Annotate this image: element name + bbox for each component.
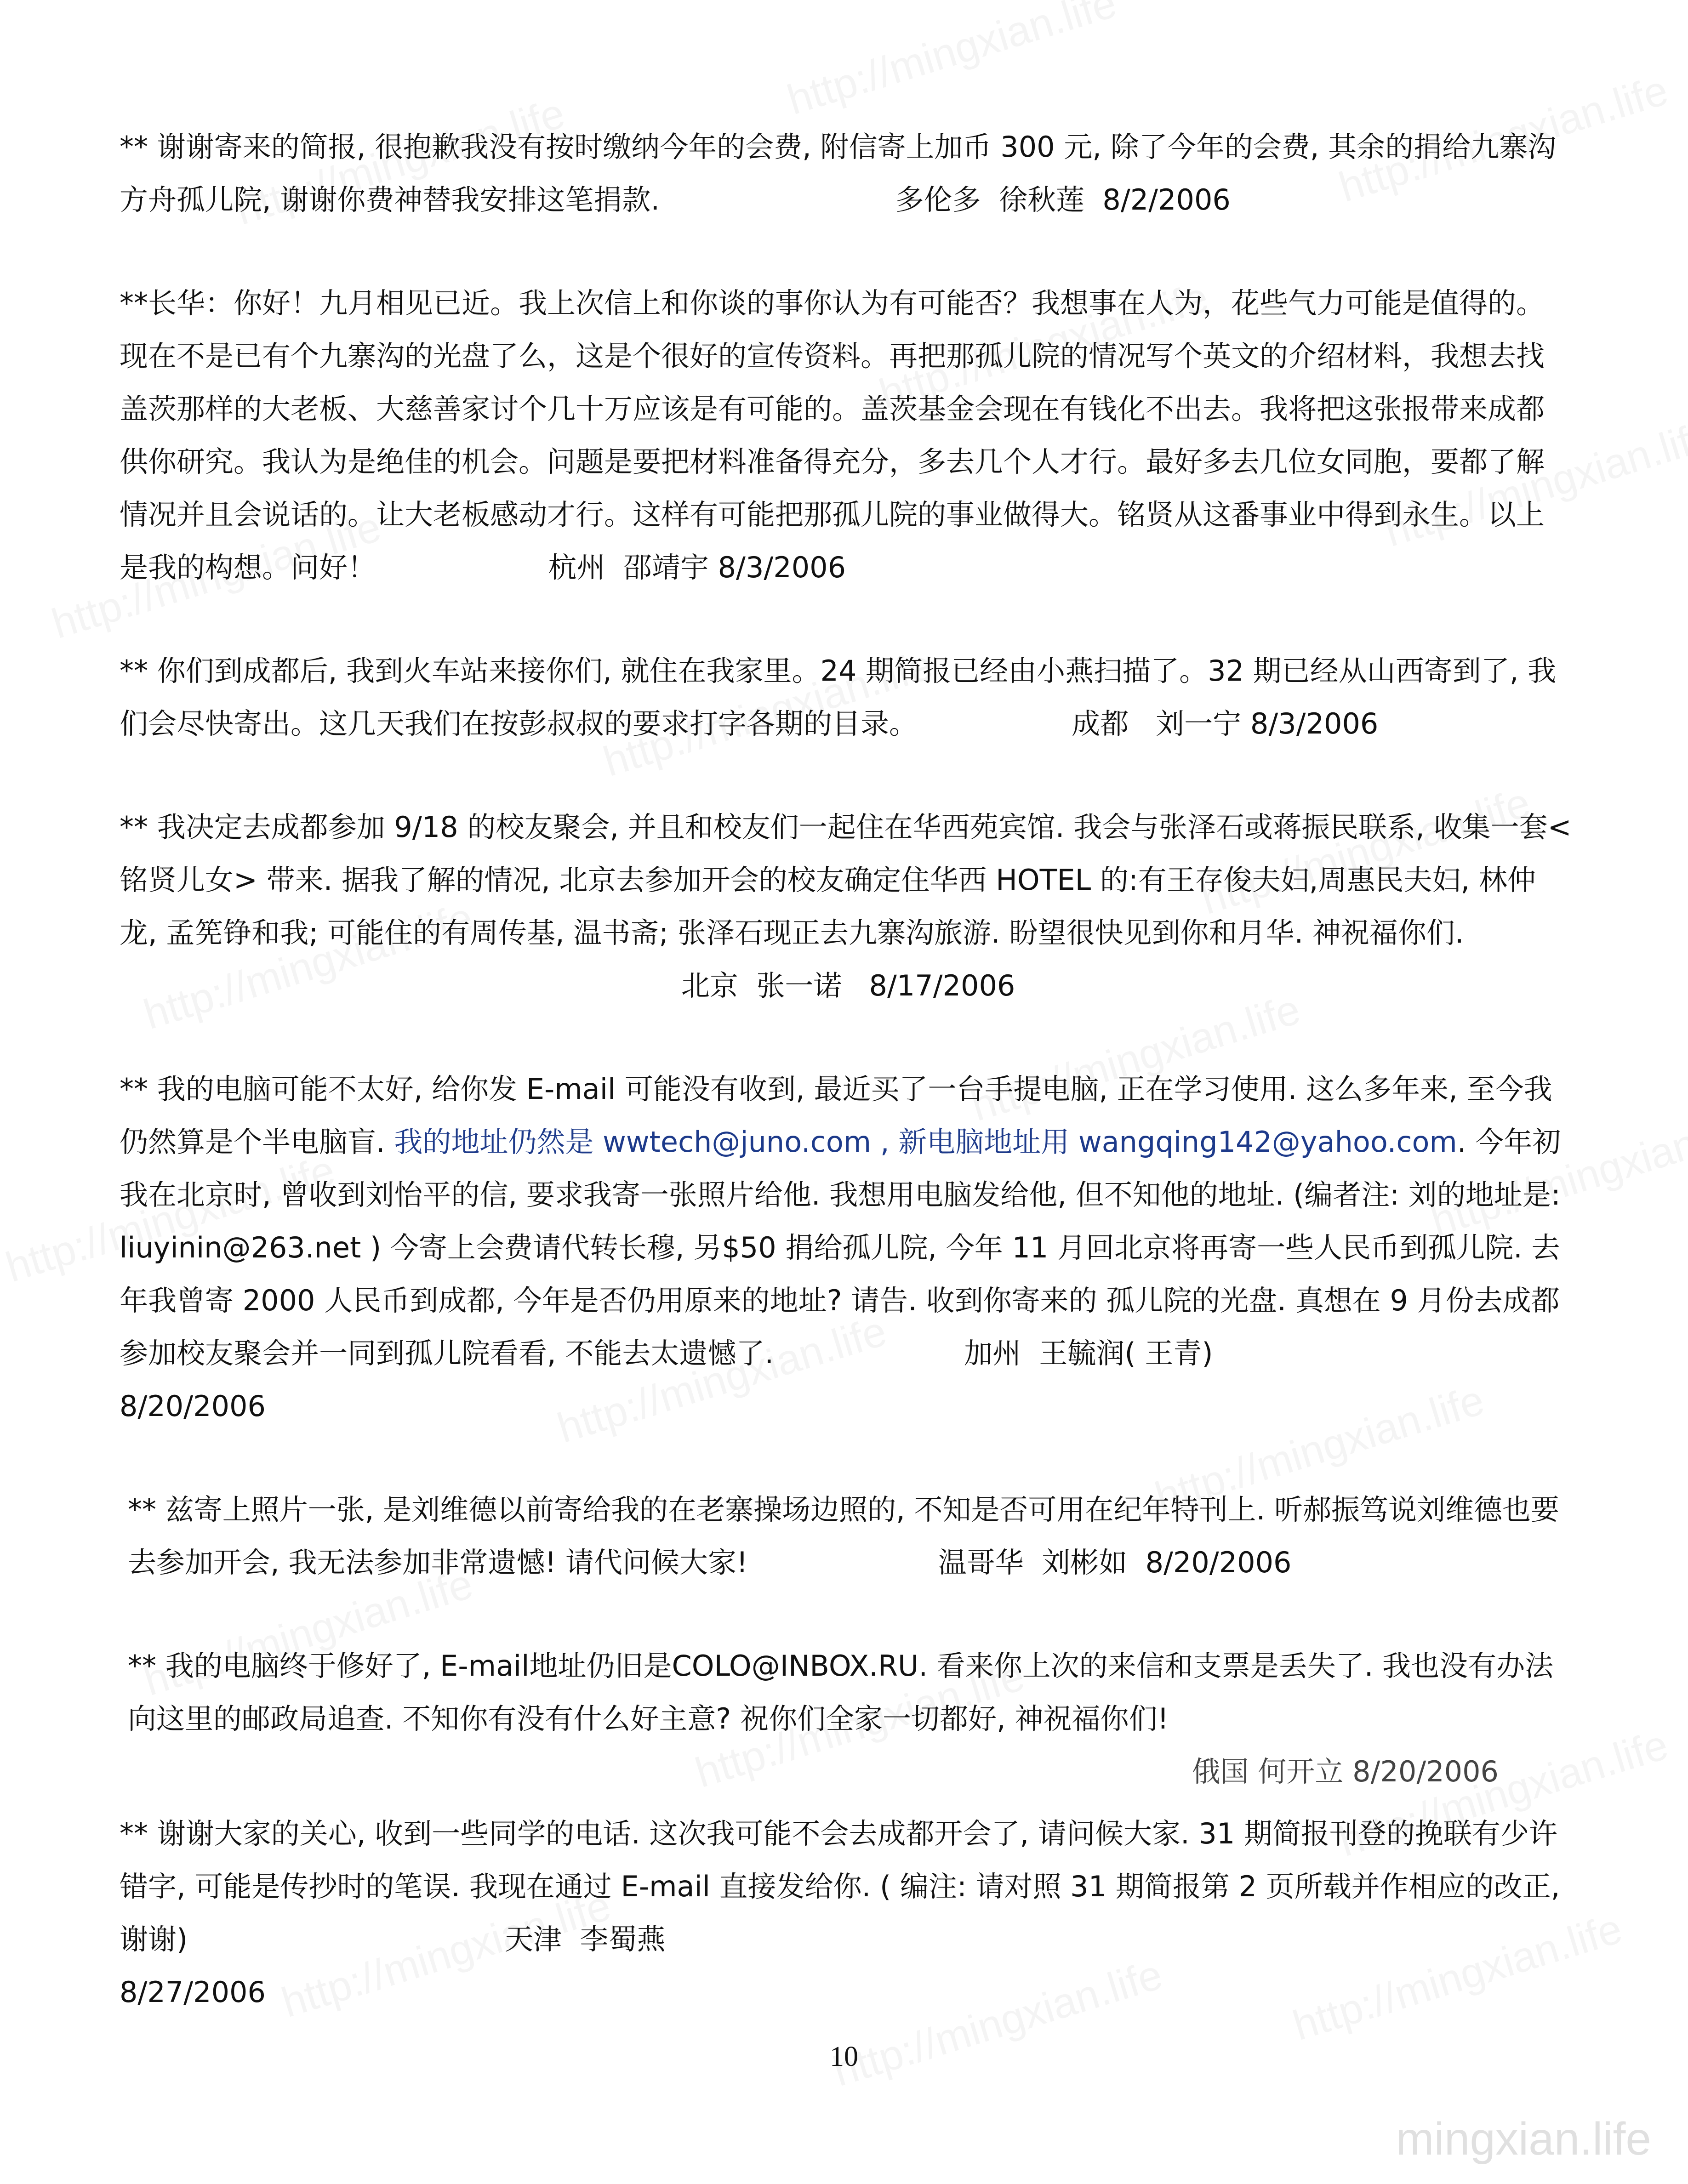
letter-text: ** 谢谢寄来的简报, 很抱歉我没有按时缴纳今年的会费, 附信寄上加币 300 元, 除了今年的会费, 其余的捐给九寨沟方舟孤儿院, 谢谢你费神替我安排这笔捐款. [120, 130, 1557, 216]
letter-paragraph [120, 1483, 1572, 1589]
signature-text: 温哥华 刘彬如 8/20/2006 [938, 1546, 1292, 1579]
letter-signature: 俄国 何开立 8/20/2006 [1192, 1755, 1499, 1788]
letter-signature [669, 183, 1231, 216]
letter-signature [197, 1922, 666, 1956]
signature-text: 成都 刘一宁 8/3/2006 [1072, 707, 1379, 740]
signature-text: 杭州 邵靖宇 8/3/2006 [548, 551, 846, 584]
letter-paragraph [120, 277, 1572, 594]
signature-text: 加州 王毓润( 王青) [964, 1337, 1213, 1370]
letter-date: 8/20/2006 [120, 1389, 266, 1423]
email-addresses: 我的地址仍然是 wwtech@juno.com , 新电脑地址用 wangqing142@yahoo.com [394, 1125, 1457, 1159]
watermark-text [782, 0, 1122, 125]
letter-paragraph [120, 120, 1572, 226]
letter-signature [120, 969, 1015, 1002]
letter-text: **长华：你好！九月相见已近。我上次信上和你谈的事你认为有可能否？我想事在人为，花些气力可能是值得的。现在不是已有个九寨沟的光盘了么，这是个很好的宣传资料。再把那孤儿院的情况写个英文的介绍材料，我想去找盖茨那样的大老板、大慈善家讨个几十万应该是有可能的。盖茨基金会现在有钱化不出去。我将把这张报带来成都供你研究。我认为是绝佳的机会。问题是要把材料准备得充分，多去几个人才行。最好多去几位女同胞，要都了解情况并且会说话的。让大老板感动才行。这样有可能把那孤儿院的事业做得大。铭贤从这番事业中得到永生。以上是我的构想。问好！ [120, 286, 1545, 584]
page-number: 10 [830, 2041, 858, 2072]
letters-section [120, 120, 1572, 2069]
letter-signature [783, 1337, 1213, 1370]
letter-paragraph [120, 1807, 1572, 2019]
letter-text: ** 谢谢大家的关心, 收到一些同学的电话. 这次我可能不会去成都开会了, 请问候大家. 31 期简报刊登的挽联有少许错字, 可能是传抄时的笔误. 我现在通过 E-mail 直接发给你. ( 编注: 请对照 31 期简报第 2 页所载并作相应的改正, 谢谢) [120, 1817, 1560, 1956]
letter-paragraph [120, 1063, 1572, 1433]
letter-text: ** 你们到成都后, 我到火车站来接你们, 就住在我家里。24 期简报已经由小燕扫描了。32 期已经从山西寄到了, 我们会尽快寄出。这几天我们在按彭叔叔的要求打字各期的目录。 [120, 654, 1557, 740]
letter-text: ** 我的电脑终于修好了, E-mail地址仍旧是COLO@INBOX.RU. 看来你上次的来信和支票是丢失了. 我也没有办法向这里的邮政局追查. 不知你有没有什么好主意? 祝你们全家一切都好, 神祝福你们! [128, 1649, 1554, 1735]
letter-text: . 今年初我在北京时, 曾收到刘怡平的信, 要求我寄一张照片给他. 我想用电脑发给他, 但不知他的地址. (编者注: 刘的地址是: liuyinin@263.net ) 今寄上会费请代转长穆, 另$50 捐给孤儿院, 今年 11 月回北京将再寄一些人民币到孤儿院. 去年我曾寄 2000 人民币到成都, 今年是否仍用原来的地址? 请告. 收到你寄来的 孤儿院的光盘. 真想在 9 月份去成都参加校友聚会并一同到孤儿院看看, 不能去太遗憾了. [120, 1125, 1561, 1370]
letter-paragraph [120, 1639, 1572, 1798]
signature-text: 北京 张一诺 8/17/2006 [681, 969, 1015, 1002]
letter-text: ** 我决定去成都参加 9/18 的校友聚会, 并且和校友们一起住在华西苑宾馆. 我会与张泽石或蒋振民联系, 收集一套<铭贤儿女> 带来. 据我了解的情况, 北京去参加开会的校友确定住华西 HOTEL 的:有王存俊夫妇,周惠民夫妇, 林仲龙, 孟筅铮和我; 可能住的有周传基, 温书斋; 张泽石现正去九寨沟旅游. 盼望很快见到你和月华. 神祝福你们. [120, 810, 1572, 950]
letter-paragraph [120, 644, 1572, 750]
letter-date: 8/27/2006 [120, 1975, 266, 2009]
signature-text: 多伦多 徐秋莲 8/2/2006 [895, 183, 1231, 216]
letter-signature [927, 707, 1379, 740]
letter-paragraph [120, 801, 1572, 1012]
letter-signature [757, 1546, 1292, 1579]
letter-signature [385, 551, 846, 584]
letter-text: ** 我的电脑可能不太好, 给你发 E-mail 可能没有收到, 最近买了一台手提电脑, 正在学习使用. 这么多年来, 至今我仍然算是个半电脑盲. [120, 1072, 1552, 1159]
watermark-corner-text: mingxian.life [1396, 2113, 1651, 2165]
signature-text: 天津 李蜀燕 [505, 1922, 666, 1956]
letter-text: ** 兹寄上照片一张, 是刘维德以前寄给我的在老寨操场边照的, 不知是否可用在纪年特刊上. 听郝振笃说刘维德也要去参加开会, 我无法参加非常遗憾! 请代问候大家! [128, 1493, 1559, 1579]
